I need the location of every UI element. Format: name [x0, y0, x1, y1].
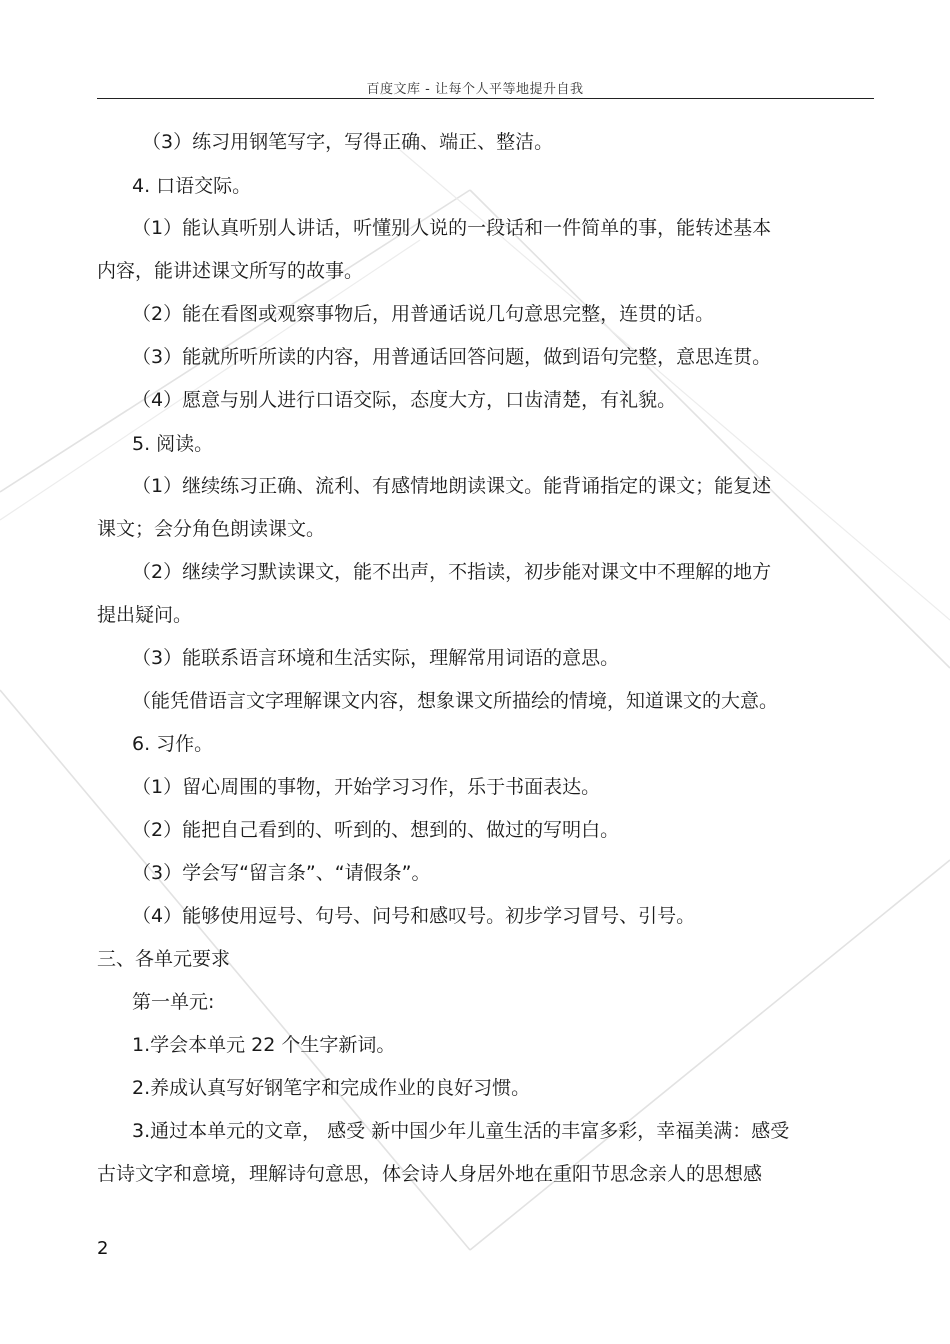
section-heading: 三、各单元要求: [97, 948, 231, 970]
text-line: （3）练习用钢笔写字，写得正确、端正、整洁。: [142, 131, 554, 153]
text-line: （4）能够使用逗号、句号、问号和感叹号。初步学习冒号、引号。: [132, 905, 696, 927]
text-line: （1）能认真听别人讲话，听懂别人说的一段话和一件简单的事，能转述基本: [132, 217, 772, 239]
text-line: （2）继续学习默读课文，能不出声，不指读，初步能对课文中不理解的地方: [132, 561, 772, 583]
text-line: （3）能联系语言环境和生活实际，理解常用词语的意思。: [132, 647, 620, 669]
text-line: 提出疑问。: [97, 604, 193, 626]
text-line: （2）能在看图或观察事物后，用普通话说几句意思完整，连贯的话。: [132, 303, 715, 325]
text-line: （2）能把自己看到的、听到的、想到的、做过的写明白。: [132, 819, 620, 841]
text-line: （1）留心周围的事物，开始学习习作，乐于书面表达。: [132, 776, 601, 798]
header-divider: [97, 98, 874, 99]
text-line: 2.养成认真写好钢笔字和完成作业的良好习惯。: [132, 1077, 531, 1099]
section-heading: 5. 阅读。: [132, 433, 214, 455]
text-line: 课文；会分角色朗读课文。: [97, 518, 326, 540]
page-header: 百度文库 - 让每个人平等地提升自我: [366, 82, 584, 97]
subsection-heading: 第一单元:: [132, 991, 215, 1013]
text-line: 1.学会本单元 22 个生字新词。: [132, 1034, 396, 1056]
section-heading: 4. 口语交际。: [132, 175, 252, 197]
text-line: 3.通过本单元的文章， 感受 新中国少年儿童生活的丰富多彩，幸福美满：感受: [132, 1120, 790, 1142]
text-line: （1）继续练习正确、流利、有感情地朗读课文。能背诵指定的课文；能复述: [132, 475, 772, 497]
text-line: （4）愿意与别人进行口语交际，态度大方，口齿清楚，有礼貌。: [132, 389, 677, 411]
text-line: 内容，能讲述课文所写的故事。: [97, 260, 364, 282]
text-line: （3）能就所听所读的内容，用普通话回答问题，做到语句完整，意思连贯。: [132, 346, 772, 368]
section-heading: 6. 习作。: [132, 733, 214, 755]
text-line: （能凭借语言文字理解课文内容，想象课文所描绘的情境，知道课文的大意。: [132, 690, 779, 712]
text-line: （3）学会写“留言条”、“请假条”。: [132, 862, 431, 884]
text-line: 古诗文字和意境，理解诗句意思，体会诗人身居外地在重阳节思念亲人的思想感: [97, 1163, 763, 1185]
page-number: 2: [97, 1238, 109, 1259]
